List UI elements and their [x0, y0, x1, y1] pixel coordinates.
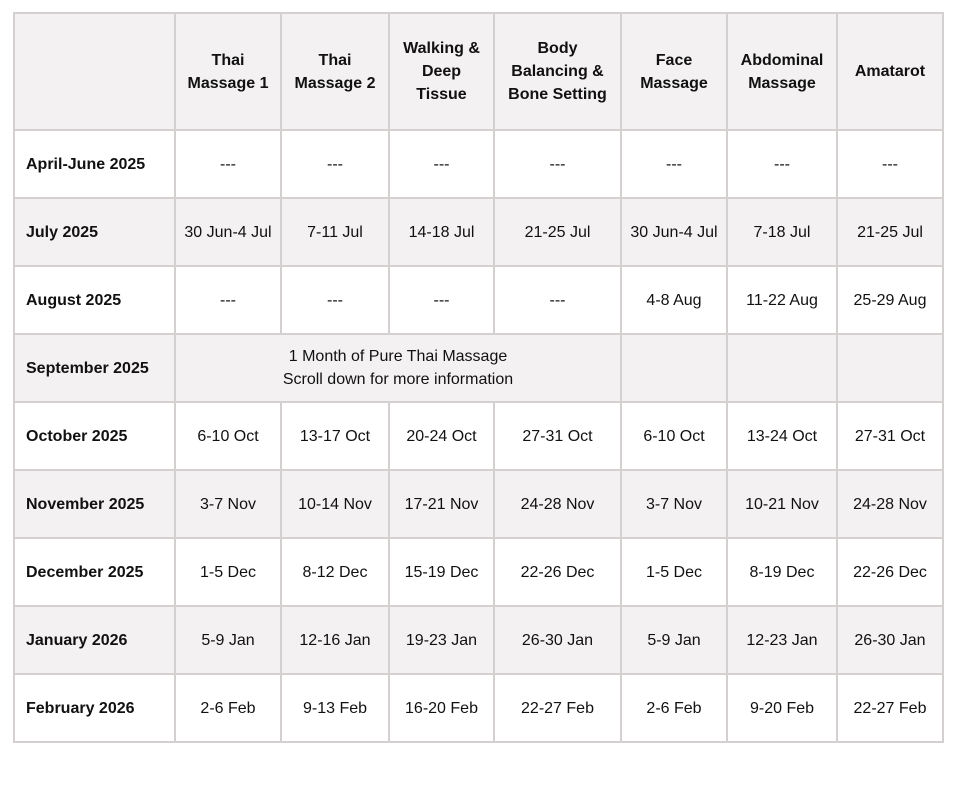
table-cell: 8-12 Dec [281, 538, 389, 606]
table-cell: 12-23 Jan [727, 606, 837, 674]
table-cell: 30 Jun-4 Jul [621, 198, 727, 266]
table-cell [837, 334, 943, 402]
table-cell: 1-5 Dec [175, 538, 281, 606]
table-cell: --- [837, 130, 943, 198]
column-header-thai-massage-2: Thai Massage 2 [281, 13, 389, 130]
table-cell: 7-18 Jul [727, 198, 837, 266]
table-cell: 2-6 Feb [175, 674, 281, 742]
column-header-face-massage: Face Massage [621, 13, 727, 130]
table-cell: 6-10 Oct [621, 402, 727, 470]
table-cell: 13-24 Oct [727, 402, 837, 470]
table-cell: 27-31 Oct [837, 402, 943, 470]
table-cell: --- [389, 130, 494, 198]
row-label: July 2025 [14, 198, 175, 266]
table-cell: 5-9 Jan [621, 606, 727, 674]
table-cell: --- [281, 266, 389, 334]
header-row [14, 13, 943, 130]
row-label: September 2025 [14, 334, 175, 402]
table-cell: 7-11 Jul [281, 198, 389, 266]
table-row [14, 538, 943, 606]
table-cell: 21-25 Jul [837, 198, 943, 266]
table-cell: 15-19 Dec [389, 538, 494, 606]
table-cell: 21-25 Jul [494, 198, 621, 266]
table-cell: 12-16 Jan [281, 606, 389, 674]
table-cell: --- [494, 266, 621, 334]
table-cell: --- [389, 266, 494, 334]
table-cell: --- [175, 266, 281, 334]
row-label: November 2025 [14, 470, 175, 538]
column-header-walking-deep-tissue: Walking & Deep Tissue [389, 13, 494, 130]
schedule-table [13, 12, 944, 743]
table-cell [727, 334, 837, 402]
table-cell: 11-22 Aug [727, 266, 837, 334]
table-cell: 4-8 Aug [621, 266, 727, 334]
table-cell: 10-14 Nov [281, 470, 389, 538]
row-label: February 2026 [14, 674, 175, 742]
table-cell: 27-31 Oct [494, 402, 621, 470]
row-label: December 2025 [14, 538, 175, 606]
table-row [14, 606, 943, 674]
table-cell: 24-28 Nov [837, 470, 943, 538]
row-label: January 2026 [14, 606, 175, 674]
table-cell: 22-27 Feb [837, 674, 943, 742]
table-cell: 30 Jun-4 Jul [175, 198, 281, 266]
table-cell: 1-5 Dec [621, 538, 727, 606]
table-row [14, 674, 943, 742]
table-cell: --- [727, 130, 837, 198]
table-cell: 22-26 Dec [837, 538, 943, 606]
table-cell: 5-9 Jan [175, 606, 281, 674]
corner-cell [14, 13, 175, 130]
table-cell: 24-28 Nov [494, 470, 621, 538]
table-cell: 6-10 Oct [175, 402, 281, 470]
table-cell: --- [621, 130, 727, 198]
row-label: August 2025 [14, 266, 175, 334]
table-cell: 13-17 Oct [281, 402, 389, 470]
table-cell: 10-21 Nov [727, 470, 837, 538]
note-line-1: 1 Month of Pure Thai Massage [288, 348, 508, 365]
column-header-amatarot: Amatarot [837, 13, 943, 130]
row-label: October 2025 [14, 402, 175, 470]
september-note [175, 334, 621, 402]
note-line-2: Scroll down for more information [282, 371, 514, 388]
column-header-abdominal-massage: Abdominal Massage [727, 13, 837, 130]
table-cell: 8-19 Dec [727, 538, 837, 606]
table-cell: --- [175, 130, 281, 198]
table-cell: 26-30 Jan [837, 606, 943, 674]
table-cell: 14-18 Jul [389, 198, 494, 266]
table-row [14, 402, 943, 470]
table-cell: 22-26 Dec [494, 538, 621, 606]
column-header-body-balancing: Body Balancing & Bone Setting [494, 13, 621, 130]
table-cell: --- [281, 130, 389, 198]
table-cell: 17-21 Nov [389, 470, 494, 538]
table-row [14, 266, 943, 334]
table-cell: 20-24 Oct [389, 402, 494, 470]
table-cell: 9-20 Feb [727, 674, 837, 742]
table-row [14, 470, 943, 538]
table-cell: 3-7 Nov [621, 470, 727, 538]
table-cell: 19-23 Jan [389, 606, 494, 674]
table-row [14, 130, 943, 198]
table-cell: 16-20 Feb [389, 674, 494, 742]
table-cell [621, 334, 727, 402]
column-header-thai-massage-1: Thai Massage 1 [175, 13, 281, 130]
table-cell: --- [494, 130, 621, 198]
table-cell: 3-7 Nov [175, 470, 281, 538]
table-cell: 26-30 Jan [494, 606, 621, 674]
table-cell: 2-6 Feb [621, 674, 727, 742]
table-cell: 25-29 Aug [837, 266, 943, 334]
row-label: April-June 2025 [14, 130, 175, 198]
table-row [14, 198, 943, 266]
table-row [14, 334, 943, 402]
table-cell: 9-13 Feb [281, 674, 389, 742]
table-cell: 22-27 Feb [494, 674, 621, 742]
